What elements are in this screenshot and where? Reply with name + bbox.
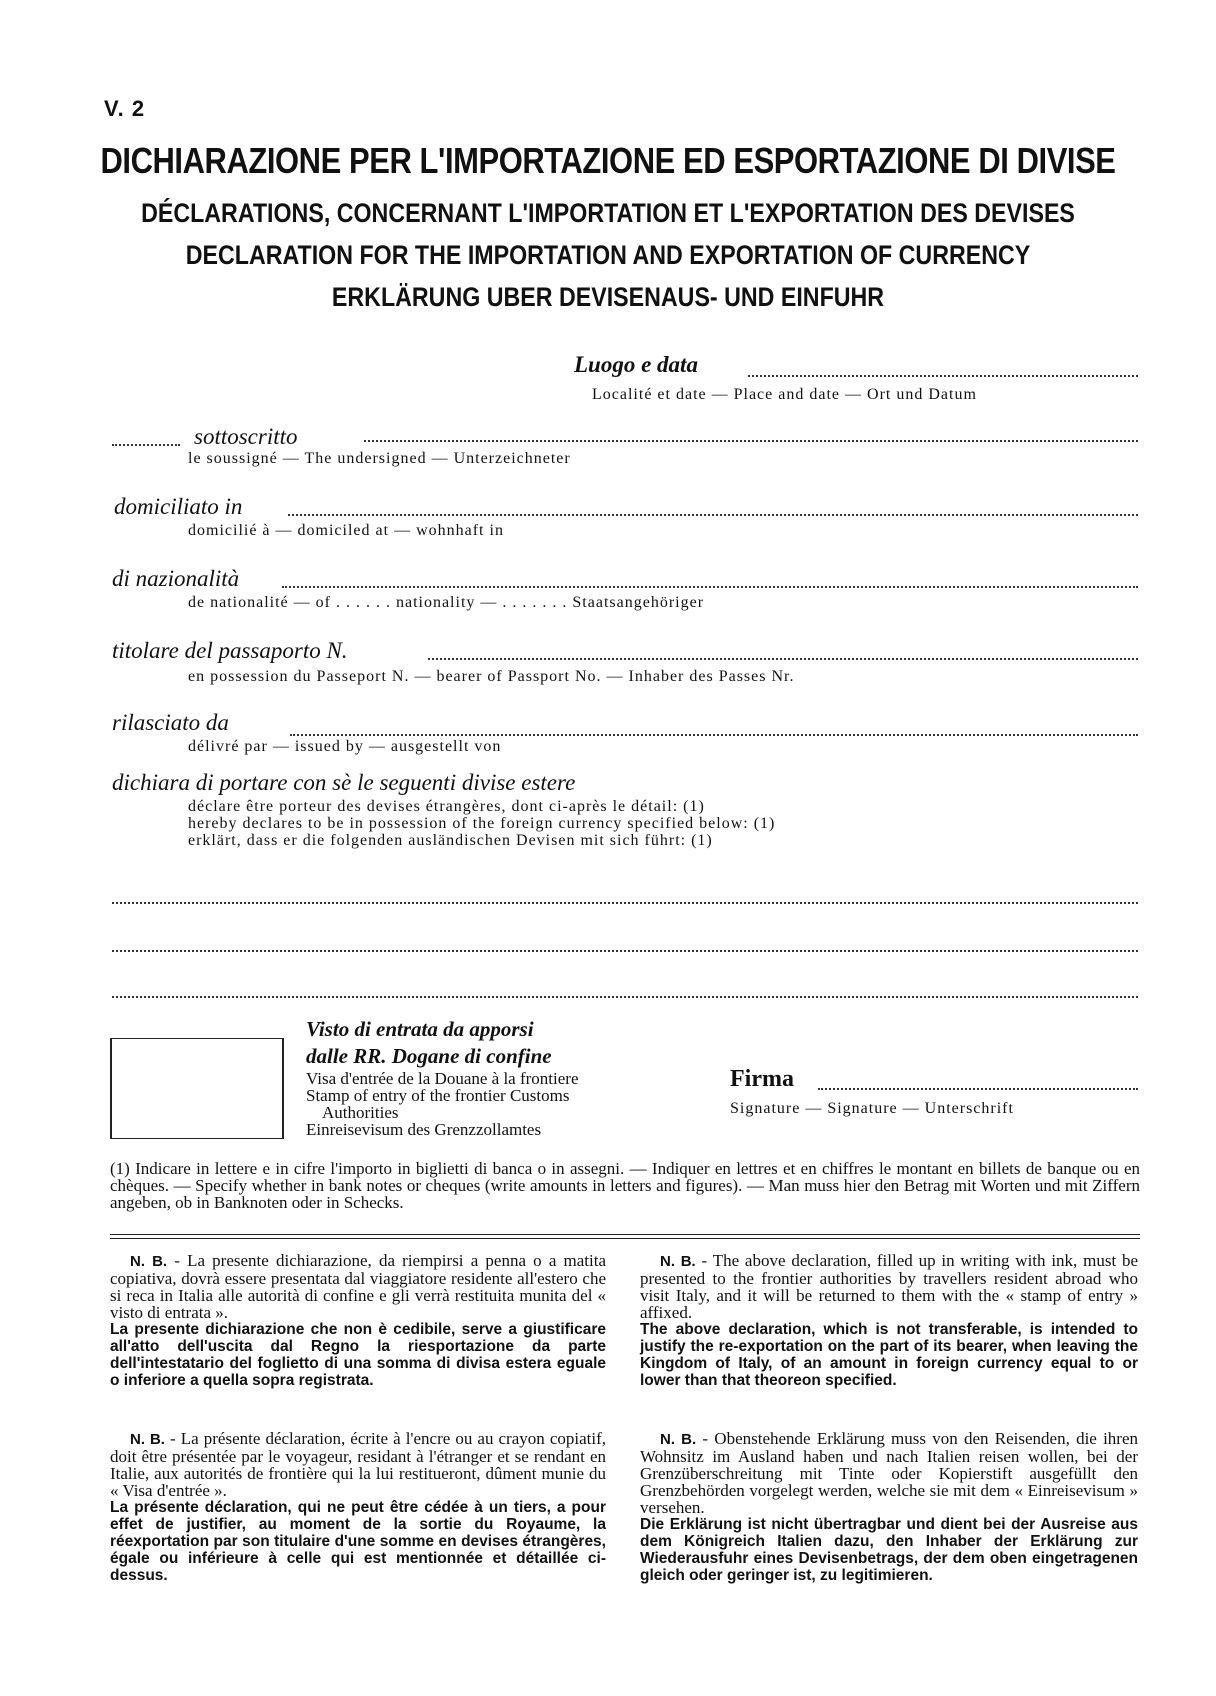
issued-by-label: rilasciato da <box>112 710 229 735</box>
issued-by-field[interactable] <box>290 734 1138 736</box>
note-fr-bold: La présente déclaration, qui ne peut être cédée à un tiers, a pour effet de justifier, au moment de la sortie du Royaume, la réexportation par son titulaire d'une somme en devises étrangères, égale ou inférieure à celle qui est mentionnée et détaillée ci-dessus. <box>110 1499 606 1584</box>
stamp-box-underline <box>110 1138 284 1139</box>
note-fr-text: - La présente déclaration, écrite à l'encre ou au crayon copiatif, doit être présentée par le voyageur, residant à l'étranger et se rendant en Italie, aux autorités de frontière qui la lui restitueront, dûment munie du « Visa d'entrée ». <box>110 1429 606 1500</box>
place-date-field[interactable] <box>748 375 1138 377</box>
customs-stamp-box <box>110 1038 284 1139</box>
title-french: DÉCLARATIONS, CONCERNANT L'IMPORTATION ET L'EXPORTATION DES DEVISES <box>141 198 1075 228</box>
title-english: DECLARATION FOR THE IMPORTATION AND EXPORTATION OF CURRENCY <box>185 240 1031 270</box>
declares-label: dichiara di portare con sè le seguenti divise estere <box>112 770 576 795</box>
note-fr-nb: N. B. <box>130 1431 165 1448</box>
passport-field[interactable] <box>428 658 1138 660</box>
declares-sub-fr: déclare être porteur des devises étrangères, dont ci-après le détail: (1) <box>188 798 705 815</box>
note-italian <box>110 1252 606 1389</box>
passport-sub: en possession du Passeport N. — bearer of Passport No. — Inhaber des Passes Nr. <box>188 668 795 685</box>
nationality-sub: de nationalité — of . . . . . . nationality — . . . . . . . Staatsangehöriger <box>188 594 705 611</box>
passport-label: titolare del passaporto N. <box>112 638 348 663</box>
domicile-sub: domicilié à — domiciled at — wohnhaft in <box>188 522 504 539</box>
currency-line-1[interactable] <box>112 902 1138 904</box>
note-en-bold: The above declaration, which is not transferable, is intended to justify the re-exportation on the part of its bearer, when leaving the Kingdom of Italy, of an amount in foreign currency equal to or lower than that theoreon specified. <box>640 1321 1138 1389</box>
note-de-text: - Obenstehende Erklärung muss von den Reisenden, die ihren Wohnsitz im Ausland haben und nach Italien reisen wollen, bei der Grenzüberschreitung mit Tinte oder Kopierstift ausgefüllt den Grenzbehörden vorgelegt werden, welche sie mit dem « Einreisevisum » versehen. <box>640 1429 1139 1517</box>
note-french <box>110 1430 606 1584</box>
domicile-label: domiciliato in <box>114 494 243 519</box>
divider-line-bottom <box>110 1238 1140 1239</box>
note-it-text: - La presente dichiarazione, da riempirsi a penna o a matita copiativa, dovrà essere presentata dal viaggiatore residente all'estero che si reca in Italia alle autorità di confine e gli verrà restituita munita del « visto di entrata ». <box>110 1251 607 1322</box>
nationality-label: di nazionalità <box>112 566 240 591</box>
nationality-field[interactable] <box>282 586 1138 588</box>
stamp-title-line-1: Visto di entrata da apporsi <box>306 1017 534 1041</box>
note-it-nb: N. B. <box>130 1253 168 1270</box>
stamp-en-2: Authorities <box>322 1103 399 1122</box>
note-german <box>640 1430 1138 1584</box>
form-number: V. 2 <box>104 96 146 121</box>
divider-line-top <box>110 1234 1140 1235</box>
declares-sub-de: erklärt, dass er die folgenden ausländischen Devisen mit sich führt: (1) <box>188 832 713 849</box>
stamp-title-line-2: dalle RR. Dogane di confine <box>306 1044 552 1068</box>
note-en-nb: N. B. <box>660 1253 696 1270</box>
signature-field[interactable] <box>818 1088 1138 1090</box>
currency-line-2[interactable] <box>112 950 1138 952</box>
undersigned-prefix-field[interactable] <box>112 444 180 446</box>
note-it-bold: La presente dichiarazione che non è cedibile, serve a giustificare all'atto dell'uscita dal Regno la riesportazione da parte dell'intestatario del foglietto di una somma di divisa estera eguale o inferiore a quella sopra registrata. <box>110 1321 606 1389</box>
title-german: ERKLÄRUNG UBER DEVISENAUS- UND EINFUHR <box>331 282 885 312</box>
undersigned-label: sottoscritto <box>194 424 298 449</box>
stamp-fr: Visa d'entrée de la Douane à la frontiere <box>306 1069 579 1088</box>
undersigned-sub: le soussigné — The undersigned — Unterzeichneter <box>188 450 571 467</box>
stamp-translations <box>306 1070 579 1138</box>
note-english <box>640 1252 1138 1389</box>
note-en-text: - The above declaration, filled up in writing with ink, must be presented to the frontier authorities by travellers resident abroad who visit Italy, and it will be returned to them with the « stamp of entry » affixed. <box>640 1251 1139 1322</box>
note-de-nb: N. B. <box>660 1431 697 1448</box>
note-de-bold: Die Erklärung ist nicht übertragbar und dient bei der Ausreise aus dem Königreich Italien dazu, den Inhaber der Erklärung zur Wiederausfuhr eines Devisenbetrags, der dem oben eingetragenen gleich oder geringer ist, zu legitimieren. <box>640 1516 1138 1584</box>
title-italian: DICHIARAZIONE PER L'IMPORTAZIONE ED ESPORTAZIONE DI DIVISE <box>100 140 1116 181</box>
place-date-label: Luogo e data <box>574 352 698 377</box>
stamp-title <box>306 1016 552 1070</box>
footnote: (1) Indicare in lettere e in cifre l'importo in biglietti di banca o in assegni. — Indiquer en lettres et en chiffres le montant en billets de banque ou en chèques. — Specify whether in bank notes or cheques (write amounts in letters and figures). — Man muss hier den Betrag mit Worten und mit Ziffern angeben, ob in Banknoten oder in Schecks. <box>110 1159 1140 1212</box>
stamp-en-1: Stamp of entry of the frontier Customs <box>306 1086 570 1105</box>
undersigned-field[interactable] <box>364 440 1138 442</box>
domicile-field[interactable] <box>288 514 1138 516</box>
declares-sub-en: hereby declares to be in possession of the foreign currency specified below: (1) <box>188 815 776 832</box>
issued-by-sub: délivré par — issued by — ausgestellt von <box>188 738 502 755</box>
place-date-sub: Localité et date — Place and date — Ort und Datum <box>592 386 977 403</box>
currency-line-3[interactable] <box>112 996 1138 998</box>
signature-sub: Signature — Signature — Unterschrift <box>730 1100 1014 1117</box>
signature-label: Firma <box>730 1066 794 1092</box>
stamp-de: Einreisevisum des Grenzzollamtes <box>306 1120 542 1139</box>
